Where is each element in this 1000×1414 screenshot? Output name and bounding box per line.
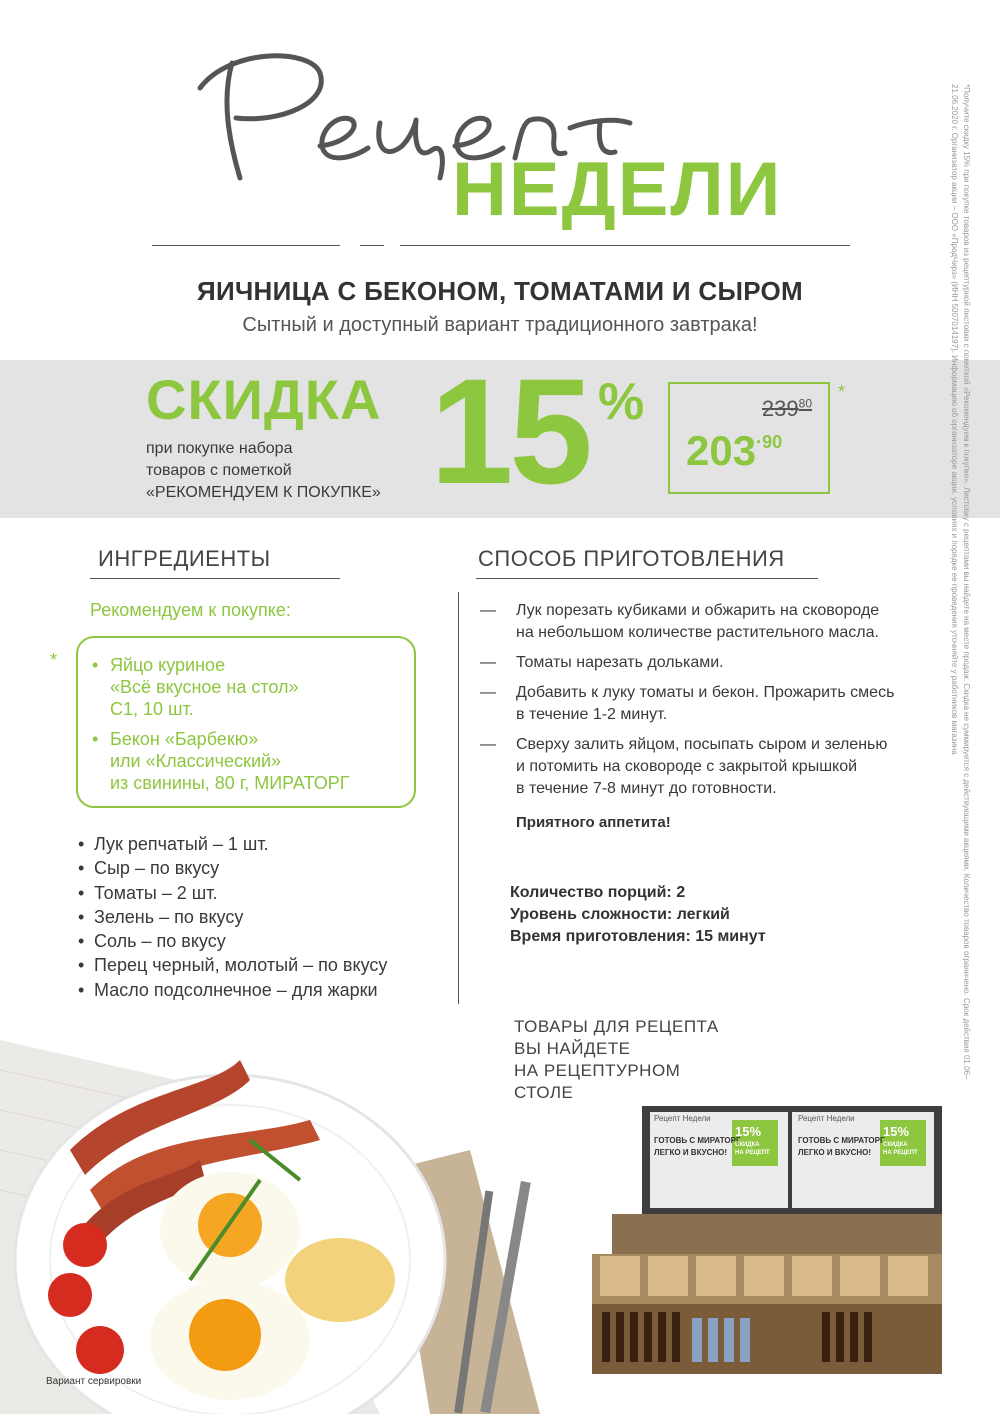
old-price: $239^{80}$ [761,396,812,421]
goods-note: ТОВАРЫ ДЛЯ РЕЦЕПТА ВЫ НАЙДЕТЕ НА РЕЦЕПТУРНОМ СТОЛЕ [514,1017,719,1102]
servings: Количество порций: 2 [510,884,686,901]
grated-cheese [285,1238,395,1322]
old-price-cents: 80 [798,396,812,411]
discount-desc-line: при покупке набора [146,440,293,457]
stand-badge-pct: 15% [735,1124,762,1139]
list-item: • Лук репчатый – 1 шт. [78,832,458,856]
recipe-meta [510,882,766,948]
appetite-note: Приятного аппетита! [516,814,671,831]
new-price: $203^{\cdot 90}$ [686,427,783,474]
stand-sign-script: Рецепт Недели [798,1114,855,1123]
list-item: • Зелень – по вкусу [78,905,458,929]
discount-percent: 15 [430,347,589,515]
discount-percent-sign: % [598,373,645,431]
stand-sign-title-2: ЛЕГКО И ВКУСНО! [654,1148,728,1157]
method-heading-underline [476,578,818,579]
discount-desc-line: «РЕКОМЕНДУЕМ К ПОКУПКЕ» [146,484,381,501]
stand-badge-text-2: НА РЕЦЕПТ [735,1150,770,1156]
recommend-label: Рекомендуем к покупке: [90,600,291,620]
price-box [668,382,830,494]
dish-title: ЯИЧНИЦА С БЕКОНОМ, ТОМАТАМИ И СЫРОМ [196,276,804,306]
list-item: • Томаты – 2 шт. [78,881,458,905]
list-item: — Лук порезать кубиками и обжарить на сковороде на небольшом количестве растительного масла. [480,600,940,644]
ingredients-heading: ИНГРЕДИЕНТЫ [98,546,271,571]
list-item: • Масло подсолнечное – для жарки [78,978,458,1002]
stand-sign-script: Рецепт Недели [654,1114,711,1123]
stand-sign-title-2: ЛЕГКО И ВКУСНО! [798,1148,872,1157]
list-item: — Сверху залить яйцом, посыпать сыром и зеленью и потомить на сковороде с закрытой крышкой в течение 7-8 минут до готовности. [480,734,940,800]
list-item: • Перец черный, молотый – по вкусу [78,953,458,977]
stand-badge-text-1: СКИДКА [735,1142,760,1148]
method-heading: СПОСОБ ПРИГОТОВЛЕНИЯ [478,546,785,571]
column-divider [458,592,459,1004]
recommended-products-box [76,636,416,808]
title-divider-left [152,245,340,246]
recommended-list [92,654,412,802]
title-divider-right [400,245,850,246]
price-asterisk: * [838,382,846,402]
stand-badge-text-1: СКИДКА [883,1142,908,1148]
stand-badge-text-2: НА РЕЦЕПТ [883,1150,918,1156]
discount-description [146,438,381,504]
ingredients-heading-underline [90,578,340,579]
breakfast-plate-photo [0,1030,560,1414]
new-price-cents: ·90 [756,432,783,452]
method-steps [480,600,940,808]
serving-caption: Вариант сервировки [46,1376,142,1387]
discount-desc-line: товаров с пометкой [146,462,292,479]
ingredients-list [78,832,458,1002]
legal-side-text: *Получите скидку 15% при покупке товаров из рецептурной листовки с пометкой «Рекомендуем к покупке». Листовку с рецептами вы найдете на месте продаж. Скидка не суммируется с действующими акциями. Количество товаров ограничено. Срок действия 01.06–21.06.2020 г. Организатор акции – ООО «ПродЧирз» (ИНН 5007014197). Информацию об организаторе акции, условиях и порядке ее проведения уточняйте у работников магазина [950,84,971,1080]
stand-sign-title-1: ГОТОВЬ С МИРАТОРГ [798,1136,885,1145]
stand-badge-pct: 15% [883,1124,910,1139]
list-item: — Добавить к луку томаты и бекон. Прожарить смесь в течение 1-2 минут. [480,682,940,726]
difficulty: Уровень сложности: легкий [510,906,730,923]
stand-sign-title-1: ГОТОВЬ С МИРАТОРГ [654,1136,741,1145]
dish-subtitle: Сытный и доступный вариант традиционного завтрака! [242,314,758,336]
recipe-stand-photo [592,1106,950,1374]
recommend-asterisk: * [50,650,58,670]
list-item: • Бекон «Барбекю» или «Классический» из свинины, 80 г, МИРАТОРГ [92,728,412,794]
cooking-time: Время приготовления: 15 минут [510,928,766,945]
list-item: • Яйцо куриное «Всё вкусное на стол» С1, 10 шт. [92,654,412,720]
list-item: • Сыр – по вкусу [78,856,458,880]
title-divider-gap [360,245,384,246]
list-item: • Соль – по вкусу [78,929,458,953]
discount-label: СКИДКА [146,368,382,431]
page-title: НЕДЕЛИ [452,147,783,232]
list-item: — Томаты нарезать дольками. [480,652,940,674]
